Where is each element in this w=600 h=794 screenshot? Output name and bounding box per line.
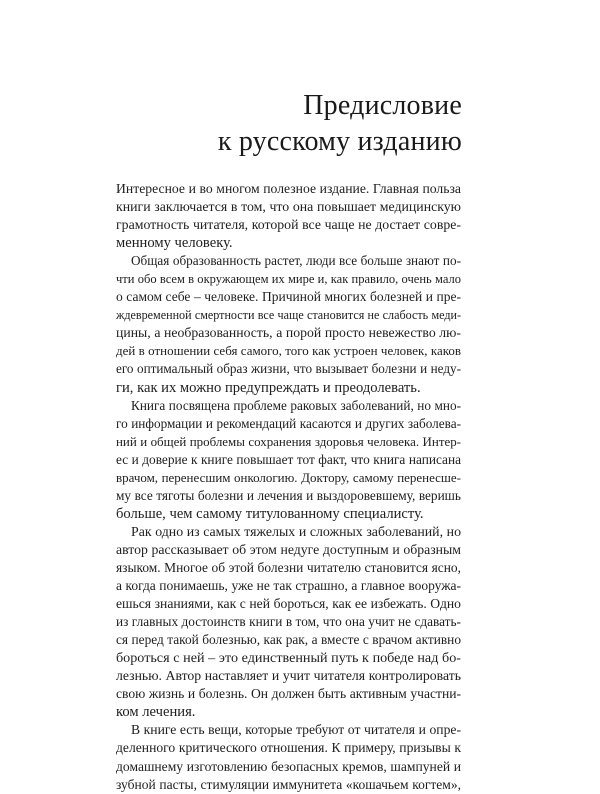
text-line: Книга посвящена проблеме раковых заболеваний, но мно- [131, 397, 461, 413]
text-line: больше, чем самому титулованному специалисту. [116, 505, 424, 522]
text-line: домашнему изготовлению безопасных кремов, шампуней и [116, 758, 461, 774]
text-line: ний и общей проблемы сохранения здоровья человека. Интер- [116, 433, 461, 449]
chapter-title [218, 88, 462, 160]
text-line: дей в отношении себя самого, того как устроен человек, каков [116, 343, 461, 359]
text-line: В книге есть вещи, которые требуют от читателя и опре- [131, 722, 461, 738]
chapter-title-line-1: Предисловие [303, 90, 462, 121]
text-line: бороться с ней – это единственный путь к победе над бо- [116, 650, 461, 667]
text-line: Интересное и во многом полезное издание. Главная польза [116, 181, 461, 196]
paragraph-1 [116, 180, 461, 252]
text-line: цины, а необразованность, а порой просто невежество лю- [116, 325, 461, 341]
text-line: грамотность читателя, которой все чаще не достает совре- [116, 217, 461, 233]
text-line: автор рассказывает об этом недуге доступным и образным [116, 541, 461, 557]
text-line: менному человеку. [116, 235, 233, 252]
text-line: языком. Многое об этой болезни читателю становится ясно, [116, 559, 461, 575]
text-line: му все тяготы болезни и лечения и выздоровевшему, веришь [116, 487, 461, 503]
text-line: Рак одно из самых тяжелых и сложных заболеваний, но [131, 523, 461, 539]
text-line: ешься знаниями, как с ней бороться, как ее избежать. Одно [116, 596, 461, 612]
text-line: чти обо всем в окружающем их мире и, как правило, очень мало [116, 272, 461, 287]
text-line: книги заключается в том, что она повышает медицинскую [116, 199, 461, 215]
text-line: а когда понимаешь, уже не так страшно, а главное вооружа- [116, 578, 461, 594]
text-line: Общая образованность растет, люди все больше знают по- [131, 253, 461, 269]
paragraph-3 [116, 397, 461, 523]
text-line: ждевременной смертности все чаще становится не слабость меди- [116, 308, 461, 323]
text-line: о самом себе – человеке. Причиной многих болезней и пре- [116, 289, 461, 305]
paragraph-2 [116, 252, 461, 396]
text-line: свою жизнь и болезнь. Он должен быть активным участни- [116, 686, 461, 702]
body-text [116, 180, 461, 794]
text-line: его оптимальный образ жизни, что вызывает болезни и неду- [116, 361, 461, 377]
text-line: ги, как их можно предупреждать и преодолевать. [116, 379, 421, 396]
text-line: лезнью. Автор наставляет и учит читателя контролировать [116, 668, 461, 684]
text-line: ком лечения. [116, 704, 196, 721]
text-line: зубной пасты, стимуляции иммунитета «кошачьем когтем», [116, 776, 461, 792]
paragraph-4 [116, 523, 461, 722]
text-line: врачом, перенесшим онкологию. Доктору, самому перенесше- [116, 469, 461, 485]
text-line: из главных достоинств книги в том, что она учит не сдавать- [116, 614, 461, 630]
text-line: ес и доверие к книге повышает тот факт, что книга написана [116, 451, 461, 467]
paragraph-5 [116, 721, 461, 793]
chapter-title-line-2: к русскому изданию [217, 126, 462, 157]
text-line: го информации и рекомендаций касаются и других заболева- [116, 415, 461, 431]
text-line: ся перед такой болезнью, как рак, а вместе с врачом активно [116, 632, 461, 648]
text-line: деленного критического отношения. К примеру, призывы к [116, 740, 461, 756]
